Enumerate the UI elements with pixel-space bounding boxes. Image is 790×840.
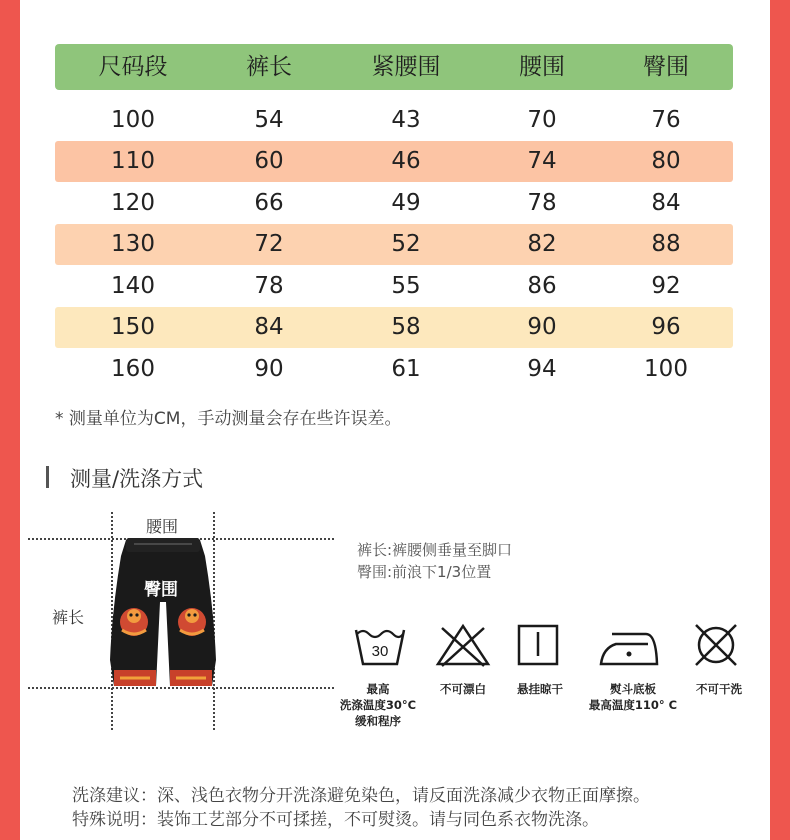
table-cell: 78 — [527, 190, 557, 216]
table-cell: 78 — [254, 273, 284, 299]
table-cell: 49 — [391, 190, 421, 216]
header-cell: 紧腰围 — [371, 54, 441, 80]
table-cell: 58 — [391, 314, 421, 340]
care-label-iron: 熨斗底板 最高温度110° C — [588, 682, 678, 712]
table-cell: 43 — [391, 107, 421, 133]
no-bleach-icon — [434, 622, 492, 668]
table-cell: 96 — [651, 314, 681, 340]
table-cell: 92 — [651, 273, 681, 299]
table-cell: 160 — [111, 356, 155, 382]
wash-temp-number: 30 — [371, 643, 389, 660]
table-cell: 100 — [111, 107, 155, 133]
care-label-wash: 最高 洗涤温度30°C 缓和程序 — [339, 682, 417, 728]
table-cell: 54 — [254, 107, 284, 133]
table-cell: 140 — [111, 273, 155, 299]
table-cell: 60 — [254, 148, 284, 174]
table-cell: 120 — [111, 190, 155, 216]
care-label-hang-dry: 悬挂晾干 — [517, 682, 563, 696]
header-cell: 臀围 — [643, 54, 689, 80]
table-row — [55, 100, 733, 141]
table-row — [55, 307, 733, 348]
header-cell: 腰围 — [519, 54, 565, 80]
table-cell: 130 — [111, 231, 155, 257]
table-row — [55, 183, 733, 224]
care-label-no-bleach: 不可漂白 — [440, 682, 486, 696]
table-cell: 61 — [391, 356, 421, 382]
table-row — [55, 349, 733, 390]
length-description: 裤长:裤腰侧垂量至脚口 — [357, 541, 513, 559]
section-marker — [46, 466, 49, 488]
table-cell: 84 — [651, 190, 681, 216]
hip-label: 臀围 — [144, 580, 178, 600]
table-cell: 46 — [391, 148, 421, 174]
table-cell: 76 — [651, 107, 681, 133]
table-row — [55, 141, 733, 182]
measurement-note: * 测量单位为CM，手动测量会存在些许误差。 — [55, 409, 402, 429]
length-label: 裤长 — [52, 608, 85, 627]
table-cell: 84 — [254, 314, 284, 340]
table-cell: 72 — [254, 231, 284, 257]
care-label-no-dry-clean: 不可干洗 — [696, 682, 742, 696]
table-cell: 74 — [527, 148, 557, 174]
table-row — [55, 266, 733, 307]
table-cell: 86 — [527, 273, 557, 299]
iron-icon — [598, 622, 660, 668]
table-cell: 90 — [527, 314, 557, 340]
table-cell: 55 — [391, 273, 421, 299]
waist-label: 腰围 — [146, 517, 179, 536]
wash-advice: 洗涤建议：深、浅色衣物分开洗涤避免染色，请反面洗涤减少衣物正面摩擦。 — [72, 786, 650, 806]
pants-illustration — [108, 530, 218, 694]
table-cell: 70 — [527, 107, 557, 133]
wash-30-icon — [353, 622, 407, 668]
header-cell: 裤长 — [246, 54, 292, 80]
table-cell: 88 — [651, 231, 681, 257]
hip-description: 臀围:前浪下1/3位置 — [357, 563, 492, 581]
table-row — [55, 224, 733, 265]
table-cell: 150 — [111, 314, 155, 340]
table-cell: 100 — [644, 356, 688, 382]
table-cell: 90 — [254, 356, 284, 382]
header-cell: 尺码段 — [98, 54, 168, 80]
no-dry-clean-icon — [693, 622, 739, 668]
table-cell: 94 — [527, 356, 557, 382]
special-note: 特殊说明：装饰工艺部分不可揉搓，不可熨烫。请与同色系衣物洗涤。 — [72, 810, 599, 830]
table-cell: 52 — [391, 231, 421, 257]
table-cell: 66 — [254, 190, 284, 216]
table-header — [55, 44, 733, 90]
table-cell: 80 — [651, 148, 681, 174]
hang-dry-icon — [517, 622, 559, 668]
table-cell: 110 — [111, 148, 155, 174]
section-title: 测量/洗涤方式 — [70, 467, 204, 491]
table-cell: 82 — [527, 231, 557, 257]
